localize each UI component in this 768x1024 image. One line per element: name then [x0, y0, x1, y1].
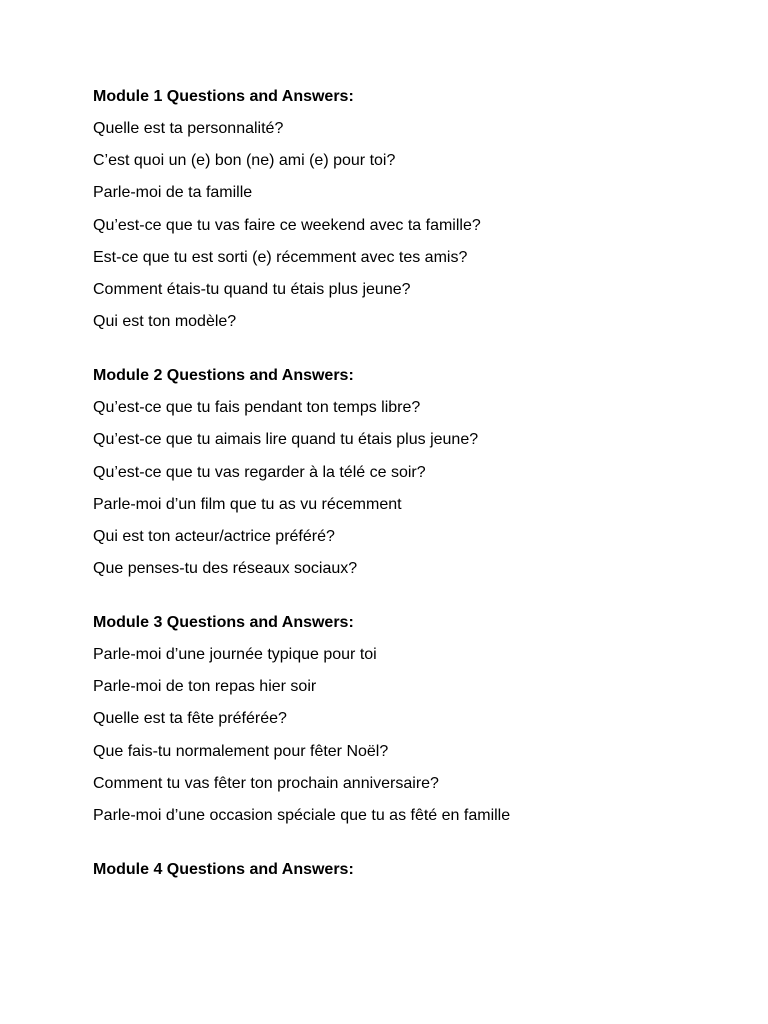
module-heading: Module 1 Questions and Answers:: [93, 88, 354, 105]
question-item: Parle-moi de ta famille: [93, 184, 253, 202]
question-item: Parle-moi d’une occasion spéciale que tu as fêté en famille: [93, 807, 511, 824]
question-item: Comment étais-tu quand tu étais plus jeune?: [93, 280, 411, 298]
question-item: Quelle est ta personnalité?: [93, 120, 284, 137]
question-item: C’est quoi un (e) bon (ne) ami (e) pour toi?: [93, 152, 396, 170]
question-item: Que fais-tu normalement pour fêter Noël?: [93, 742, 389, 760]
question-item: Qui est ton modèle?: [93, 313, 237, 331]
question-item: Parle-moi d’un film que tu as vu récemment: [93, 495, 402, 513]
module-4-section: [93, 859, 728, 881]
question-item: Qu’est-ce que tu aimais lire quand tu étais plus jeune?: [93, 431, 479, 449]
question-item: Comment tu vas fêter ton prochain anniversaire?: [93, 774, 439, 792]
question-item: Qu’est-ce que tu vas regarder à la télé ce soir?: [93, 463, 426, 481]
module-heading: Module 2 Questions and Answers:: [93, 367, 354, 385]
module-1-section: [93, 86, 728, 333]
question-item: Est-ce que tu est sorti (e) récemment avec tes amis?: [93, 248, 468, 266]
question-item: Qu’est-ce que tu vas faire ce weekend avec ta famille?: [93, 216, 481, 234]
module-heading: Module 3 Questions and Answers:: [93, 614, 354, 632]
question-item: Parle-moi d’une journée typique pour toi: [93, 646, 377, 664]
question-item: Parle-moi de ton repas hier soir: [93, 678, 317, 696]
question-item: Que penses-tu des réseaux sociaux?: [93, 560, 358, 578]
module-3-section: [93, 612, 728, 827]
question-item: Qu’est-ce que tu fais pendant ton temps libre?: [93, 399, 421, 417]
question-item: Qui est ton acteur/actrice préféré?: [93, 527, 335, 545]
module-2-section: [93, 365, 728, 580]
question-item: Quelle est ta fête préférée?: [93, 710, 287, 728]
module-heading: Module 4 Questions and Answers:: [93, 861, 354, 878]
